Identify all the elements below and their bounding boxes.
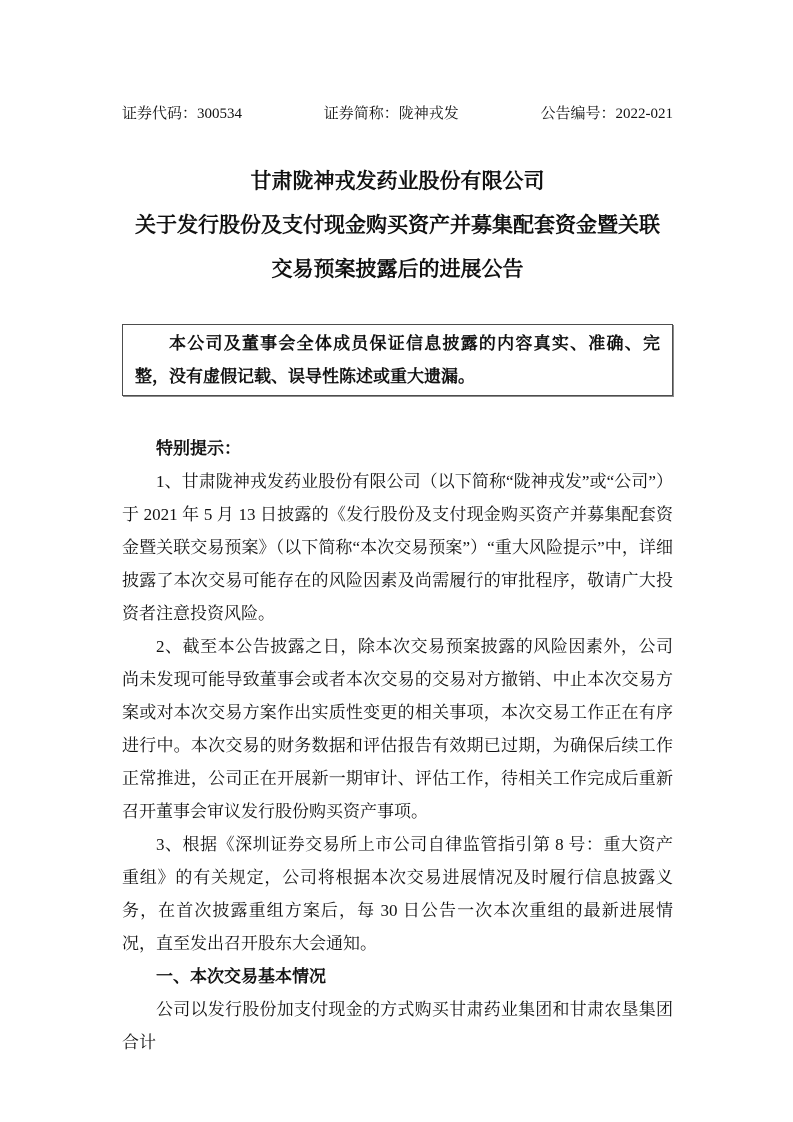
disclaimer-box: [122, 324, 673, 396]
body-paragraph-3: 3、根据《深圳证券交易所上市公司自律监管指引第 8 号：重大资产重组》的有关规定，公司将根据本次交易进展情况及时履行信息披露义务，在首次披露重组方案后，每 30 日公告一次本次重组的最新进展情况，直至发出召开股东大会通知。: [122, 835, 673, 953]
disclaimer-text: 本公司及董事会全体成员保证信息披露的内容真实、准确、完整，没有虚假记载、误导性陈述或重大遗漏。: [135, 334, 660, 386]
document-body: [122, 432, 673, 1059]
announcement-title-line2: 交易预案披露后的进展公告: [271, 258, 524, 281]
special-note-heading: 特别提示：: [156, 439, 241, 458]
stock-short-name: 证券简称：陇神戎发: [323, 106, 459, 122]
body-paragraph-1: 1、甘肃陇神戎发药业股份有限公司（以下简称“陇神戎发”或“公司”）于 2021 年 5 月 13 日披露的《发行股份及支付现金购买资产并募集配套资金暨关联交易预案》（以下简称“本次交易预案”）“重大风险提示”中，详细披露了本次交易可能存在的风险因素及尚需履行的审批程序，敬请广大投资者注意投资风险。: [122, 472, 673, 623]
announcement-number: 公告编号：2022-021: [540, 106, 673, 122]
body-paragraph-4: 公司以发行股份加支付现金的方式购买甘肃药业集团和甘肃农垦集团合计: [122, 1000, 673, 1052]
announcement-title-line1: 关于发行股份及支付现金购买资产并募集配套资金暨关联: [135, 214, 660, 237]
stock-code: 证券代码：300534: [122, 106, 243, 122]
company-name-title: 甘肃陇神戎发药业股份有限公司: [250, 170, 545, 193]
section-heading-transaction-overview: 一、本次交易基本情况: [156, 967, 326, 986]
body-paragraph-2: 2、截至本公告披露之日，除本次交易预案披露的风险因素外，公司尚未发现可能导致董事会或者本次交易的交易对方撤销、中止本次交易方案或对本次交易方案作出实质性变更的相关事项，本次交易工作正在有序进行中。本次交易的财务数据和评估报告有效期已过期，为确保后续工作正常推进，公司正在开展新一期审计、评估工作，待相关工作完成后重新召开董事会审议发行股份购买资产事项。: [122, 637, 673, 821]
document-header: [122, 104, 673, 124]
